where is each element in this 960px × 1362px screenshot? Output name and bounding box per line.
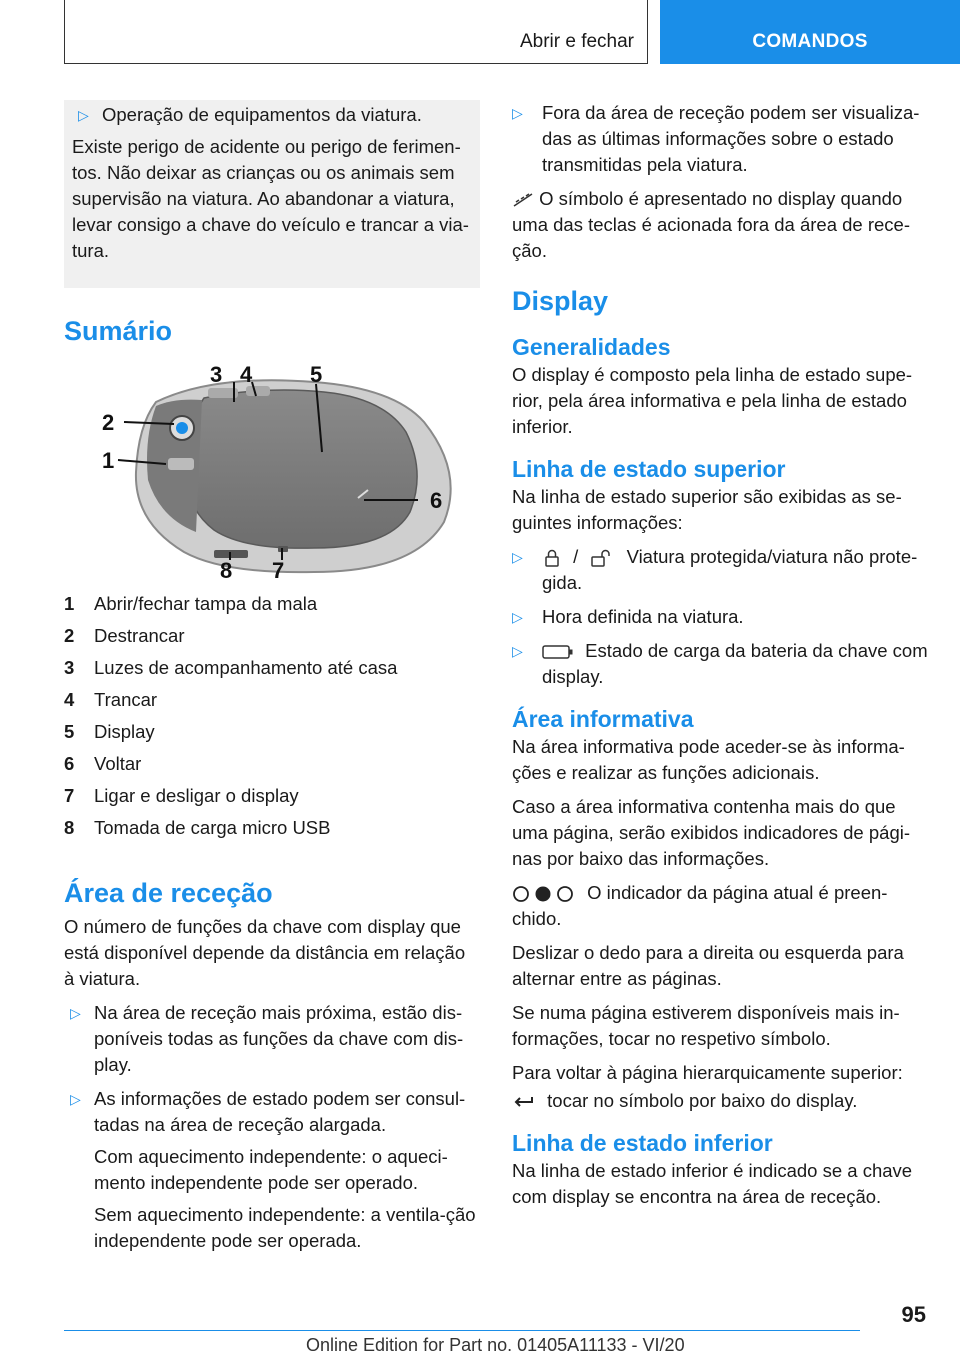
page-number: 95 [901,1302,926,1327]
callout-2: 2 [102,410,115,435]
warning-text: Existe perigo de acidente ou perigo de ferimen-tos. Não deixar as crianças ou os animais sem supervisão na viatura. Ao abandonar a viatura, levar consigo a chave do veículo e trancar a via-tura. [72,136,469,261]
legend-item: 4 Trancar [64,689,158,710]
footer-edition: Online Edition for Part no. 01405A11133 - VI/20 [306,1335,685,1355]
battery-icon [542,643,574,661]
summary-legend [64,588,480,844]
no-signal-icon [512,192,534,208]
warning-box [64,100,480,288]
callout-3: 3 [210,362,223,387]
legend-item: 7 Ligar e desligar o display [64,785,299,806]
triangle-bullet-icon: ▷ [512,609,523,625]
general-title: Generalidades [512,334,671,360]
triangle-bullet-icon: ▷ [512,105,523,121]
triangle-bullet-icon: ▷ [70,1091,81,1107]
upper-bullet-time: ▷ Hora definida na viatura. [512,604,928,630]
symbol-note: O símbolo é apresentado no display quando uma das teclas é acionada fora da área de rece-ção. [512,188,910,261]
legend-item: 5 Display [64,721,155,742]
upper-bullet-lock: ▷ / Viatura protegida/viatura não prote-gida. [512,546,918,593]
back-arrow-icon [512,1093,536,1111]
page-indicator-icon [512,884,576,904]
back-note: tocar no símbolo por baixo do display. [512,1088,928,1114]
reception-intro: O número de funções da chave com display que está disponível depende da distância em relação à viatura. [64,916,466,989]
callout-5: 5 [310,362,323,387]
key-display-illustration [64,362,480,584]
lock-open-icon [589,548,615,568]
triangle-bullet-icon: ▷ [70,1005,81,1021]
footer-divider [64,1330,860,1331]
callout-1: 1 [102,448,115,473]
summary-title: Sumário [64,316,173,346]
callout-4: 4 [240,362,253,387]
right-column: ▷ Fora da área de receção podem ser visualiza-das as últimas informações sobre o estado transmitidas pela viatura. O símbolo é apresentado no display quando uma das teclas é acionada fora da área de rece-ção. Display Generalidades O display é composto pela linha de estado supe-rior, pela área informativa e pela linha de estado inferior. Linha de estado superior Na linha de estado superior são exibidas as se-guintes informações: ▷ / Viatura protegida/viatura não prote-gida. ▷ Hora definida na viatura. ▷ Estado de carga da bateria da chave com display. Área informativa Na área informativa pode aceder-se às informa-ções e realizar as funções adicionais. Caso a área informativa contenha mais do que uma página, serão exibidos indicadores de pági-nas por baixo das informações. O indicador da página atual é preen-chido. Deslizar o dedo para a direita ou esquerda para alternar entre as páginas. Se numa página estiverem disponíveis mais in-formações, tocar no respetivo símbolo. Para voltar à página hierarquicamente superior: tocar no símbolo por baixo do display. Linha de estado inferior Na linha de estado inferior é indicado se a chave com display se encontra na área de receção. [512,102,928,1207]
callout-6: 6 [430,488,443,513]
callout-7: 7 [272,558,285,583]
legend-item: 2 Destrancar [64,625,185,646]
lock-closed-icon [542,548,562,568]
header-section-title: Abrir e fechar [519,31,634,52]
callout-8: 8 [220,558,233,583]
reception-bullet: ▷ Na área de receção mais próxima, estão dis-poníveis todas as funções da chave com dis-play. [70,1002,464,1075]
legend-item: 8 Tomada de carga micro USB [64,817,331,838]
legend-item: 1 Abrir/fechar tampa da mala [64,593,318,614]
key-display-screen [186,390,417,548]
header-chapter-tab[interactable]: COMANDOS [660,0,960,64]
triangle-bullet-icon: ▷ [512,643,523,659]
page-indicator-note: O indicador da página atual é preen-chido. [512,882,888,929]
reception-title: Área de receção [64,878,273,908]
upper-bullet-battery: ▷ Estado de carga da bateria da chave com display. [512,640,928,687]
warning-bullet: ▷ Operação de equipamentos da viatura. [72,102,472,128]
legend-item: 3 Luzes de acompanhamento até casa [64,657,398,678]
legend-item: 6 Voltar [64,753,142,774]
triangle-bullet-icon: ▷ [78,107,89,123]
reception-far-bullet: ▷ Fora da área de receção podem ser visualiza-das as últimas informações sobre o estado transmitidas pela viatura. [512,102,920,175]
display-title: Display [512,286,609,316]
triangle-bullet-icon: ▷ [512,549,523,565]
upper-status-title: Linha de estado superior [512,456,786,482]
left-column [64,100,480,1262]
reception-bullet: ▷ As informações de estado podem ser consul-tadas na área de receção alargada. Com aquecimento independente: o aqueci-mento independente pode ser operado. Sem aquecimento independente: a ventila-ção independente pode ser operada. [70,1088,476,1251]
info-area-title: Área informativa [512,706,694,732]
lower-status-title: Linha de estado inferior [512,1130,773,1156]
